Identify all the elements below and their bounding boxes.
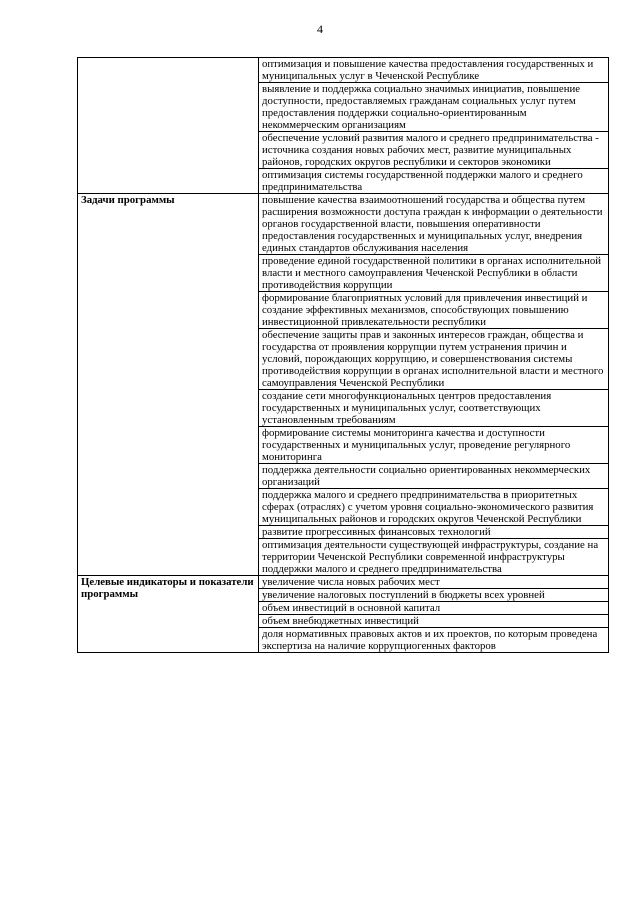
indicator-item: увеличение налоговых поступлений в бюджеты всех уровней — [259, 589, 609, 602]
indicator-item: увеличение числа новых рабочих мест — [259, 576, 609, 589]
indicator-item: доля нормативных правовых актов и их проектов, по которым проведена экспертиза на наличие коррупциогенных факторов — [259, 628, 609, 653]
task-item: поддержка малого и среднего предпринимательства в приоритетных сферах (отраслях) с учетом уровня социально-экономического развития муниципальных районов и городских округов Чеченской Республики — [259, 489, 609, 526]
tasks-label: Задачи программы — [78, 194, 259, 576]
task-item: обеспечение защиты прав и законных интересов граждан, общества и государства от проявления коррупции путем устранения причин и условий, порождающих коррупцию, и совершенствования системы противодействия коррупции в органах исполнительной власти и местного самоуправления Чеченской Республики — [259, 329, 609, 390]
task-item: повышение качества взаимоотношений государства и общества путем расширения возможности доступа граждан к информации о деятельности органов государственной власти, повышения оперативности предоставления государственных и муниципальных услуг, внедрения единых стандартов обслуживания населения — [259, 194, 609, 255]
goal-item: обеспечение условий развития малого и среднего предпринимательства - источника создания новых рабочих мест, развитие муниципальных районов, городских округов республики и секторов экономики — [259, 132, 609, 169]
table-row — [78, 58, 609, 83]
indicator-item: объем внебюджетных инвестиций — [259, 615, 609, 628]
program-passport-table — [77, 57, 609, 653]
task-item: поддержка деятельности социально ориентированных некоммерческих организаций — [259, 464, 609, 489]
goal-item: оптимизация и повышение качества предоставления государственных и муниципальных услуг в Чеченской Республике — [259, 58, 609, 83]
indicators-label: Целевые индикаторы и показатели программы — [78, 576, 259, 653]
goal-item: выявление и поддержка социально значимых инициатив, повышение доступности, предоставляемых гражданам социальных услуг путем предоставления поддержки социально-ориентированным некоммерческим организациям — [259, 83, 609, 132]
task-item: развитие прогрессивных финансовых технологий — [259, 526, 609, 539]
goal-item: оптимизация системы государственной поддержки малого и среднего предпринимательства — [259, 169, 609, 194]
task-item: формирование системы мониторинга качества и доступности государственных и муниципальных услуг, проведение регулярного мониторинга — [259, 427, 609, 464]
table-row — [78, 194, 609, 255]
task-item: формирование благоприятных условий для привлечения инвестиций и создание эффективных механизмов, способствующих повышению инвестиционной привлекательности республики — [259, 292, 609, 329]
page-number: 4 — [317, 22, 323, 36]
goals-label-cell — [78, 58, 259, 194]
task-item: проведение единой государственной политики в органах исполнительной власти и местного самоуправления Чеченской Республики в области противодействия коррупции — [259, 255, 609, 292]
task-item: создание сети многофункциональных центров предоставления государственных и муниципальных услуг, соответствующих установленным требованиям — [259, 390, 609, 427]
table-row — [78, 576, 609, 589]
task-item: оптимизация деятельности существующей инфраструктуры, создание на территории Чеченской Республики современной инфраструктуры поддержки малого и среднего предпринимательства — [259, 539, 609, 576]
indicator-item: объем инвестиций в основной капитал — [259, 602, 609, 615]
